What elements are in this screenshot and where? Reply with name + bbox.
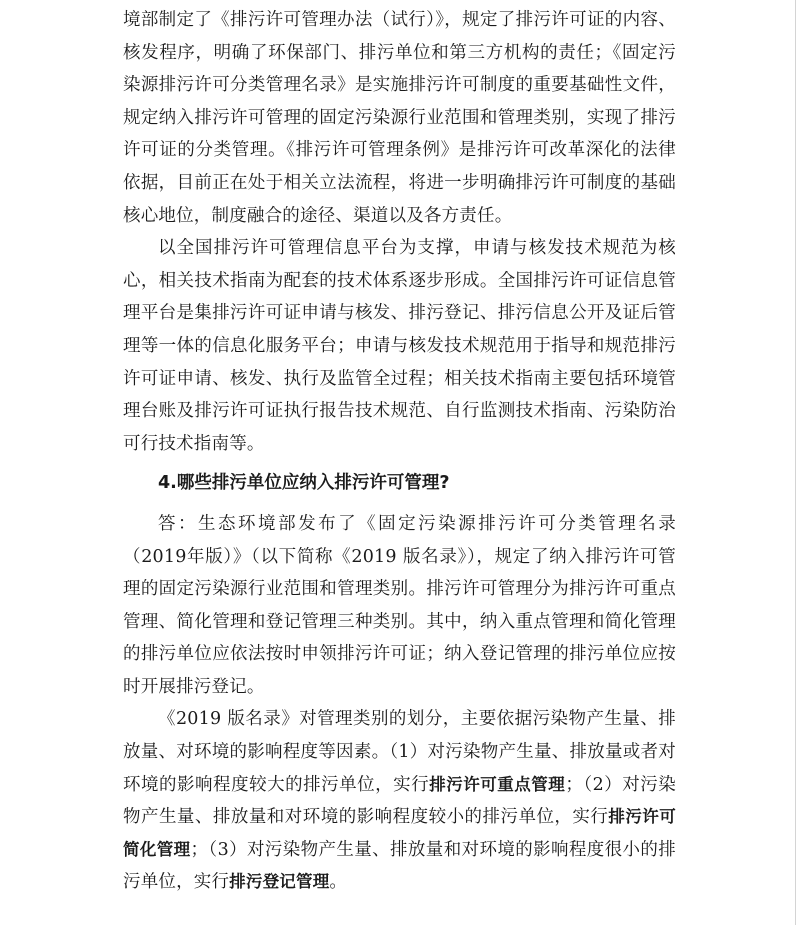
text-segment: 《2019 版名录》对管理类别的划分，主要依据污染物产生量、排放量、对环境的影响程度等因素。（1）对污染物产生量、排放量或者对环境的影响程度较大的排污单位，实行	[123, 709, 676, 795]
key-management-term: 排污许可重点管理	[429, 774, 566, 794]
registration-management-term: 排污登记管理	[229, 872, 330, 892]
text-segment: ；（2）对污染物产生量、排放量和对环境的影响程度较小的排污单位，实行	[123, 774, 676, 828]
paragraph-answer: 答：生态环境部发布了《固定污染源排污许可分类管理名录（2019年版）》（以下简称《2019 版名录》），规定了纳入排污许可管理的固定污染源行业范围和管理类别。排污许可管理分为排污许可重点管理、简化管理和登记管理三种类别。其中，纳入重点管理和简化管理的排污单位应依法按时申领排污许可证；纳入登记管理的排污单位应按时开展排污登记。	[123, 513, 676, 697]
text-segment: 。	[329, 872, 348, 893]
section-heading: 4.哪些排污单位应纳入排污许可管理?	[158, 473, 450, 494]
text-segment: ；（3）对污染物产生量、排放量和对环境的影响程度很小的排污单位，实行	[123, 839, 676, 893]
page-edge-divider	[795, 0, 796, 925]
document-page	[123, 4, 676, 899]
paragraph-technical-system: 以全国排污许可管理信息平台为支撑，申请与核发技术规范为核心，相关技术指南为配套的技术体系逐步形成。全国排污许可证信息管理平台是集排污许可证申请与核发、排污登记、排污信息公开及证后管理等一体的信息化服务平台；申请与核发技术规范用于指导和规范排污许可证申请、核发、执行及监管全过程；相关技术指南主要包括环境管理台账及排污许可证执行报告技术规范、自行监测技术指南、污染防治可行技术指南等。	[123, 238, 676, 454]
paragraph-regulations: 境部制定了《排污许可管理办法（试行）》，规定了排污许可证的内容、核发程序，明确了环保部门、排污单位和第三方机构的责任；《固定污染源排污许可分类管理名录》是实施排污许可制度的重要基础性文件，规定纳入排污许可管理的固定污染源行业范围和管理类别，实现了排污许可证的分类管理。《排污许可管理条例》是排污许可改革深化的法律依据，目前正在处于相关立法流程，将进一步明确排污许可制度的基础核心地位，制度融合的途径、渠道以及各方责任。	[123, 10, 676, 226]
paragraph-management-categories	[123, 703, 676, 899]
simplified-management-term: 排污许可简化管理	[123, 807, 676, 859]
